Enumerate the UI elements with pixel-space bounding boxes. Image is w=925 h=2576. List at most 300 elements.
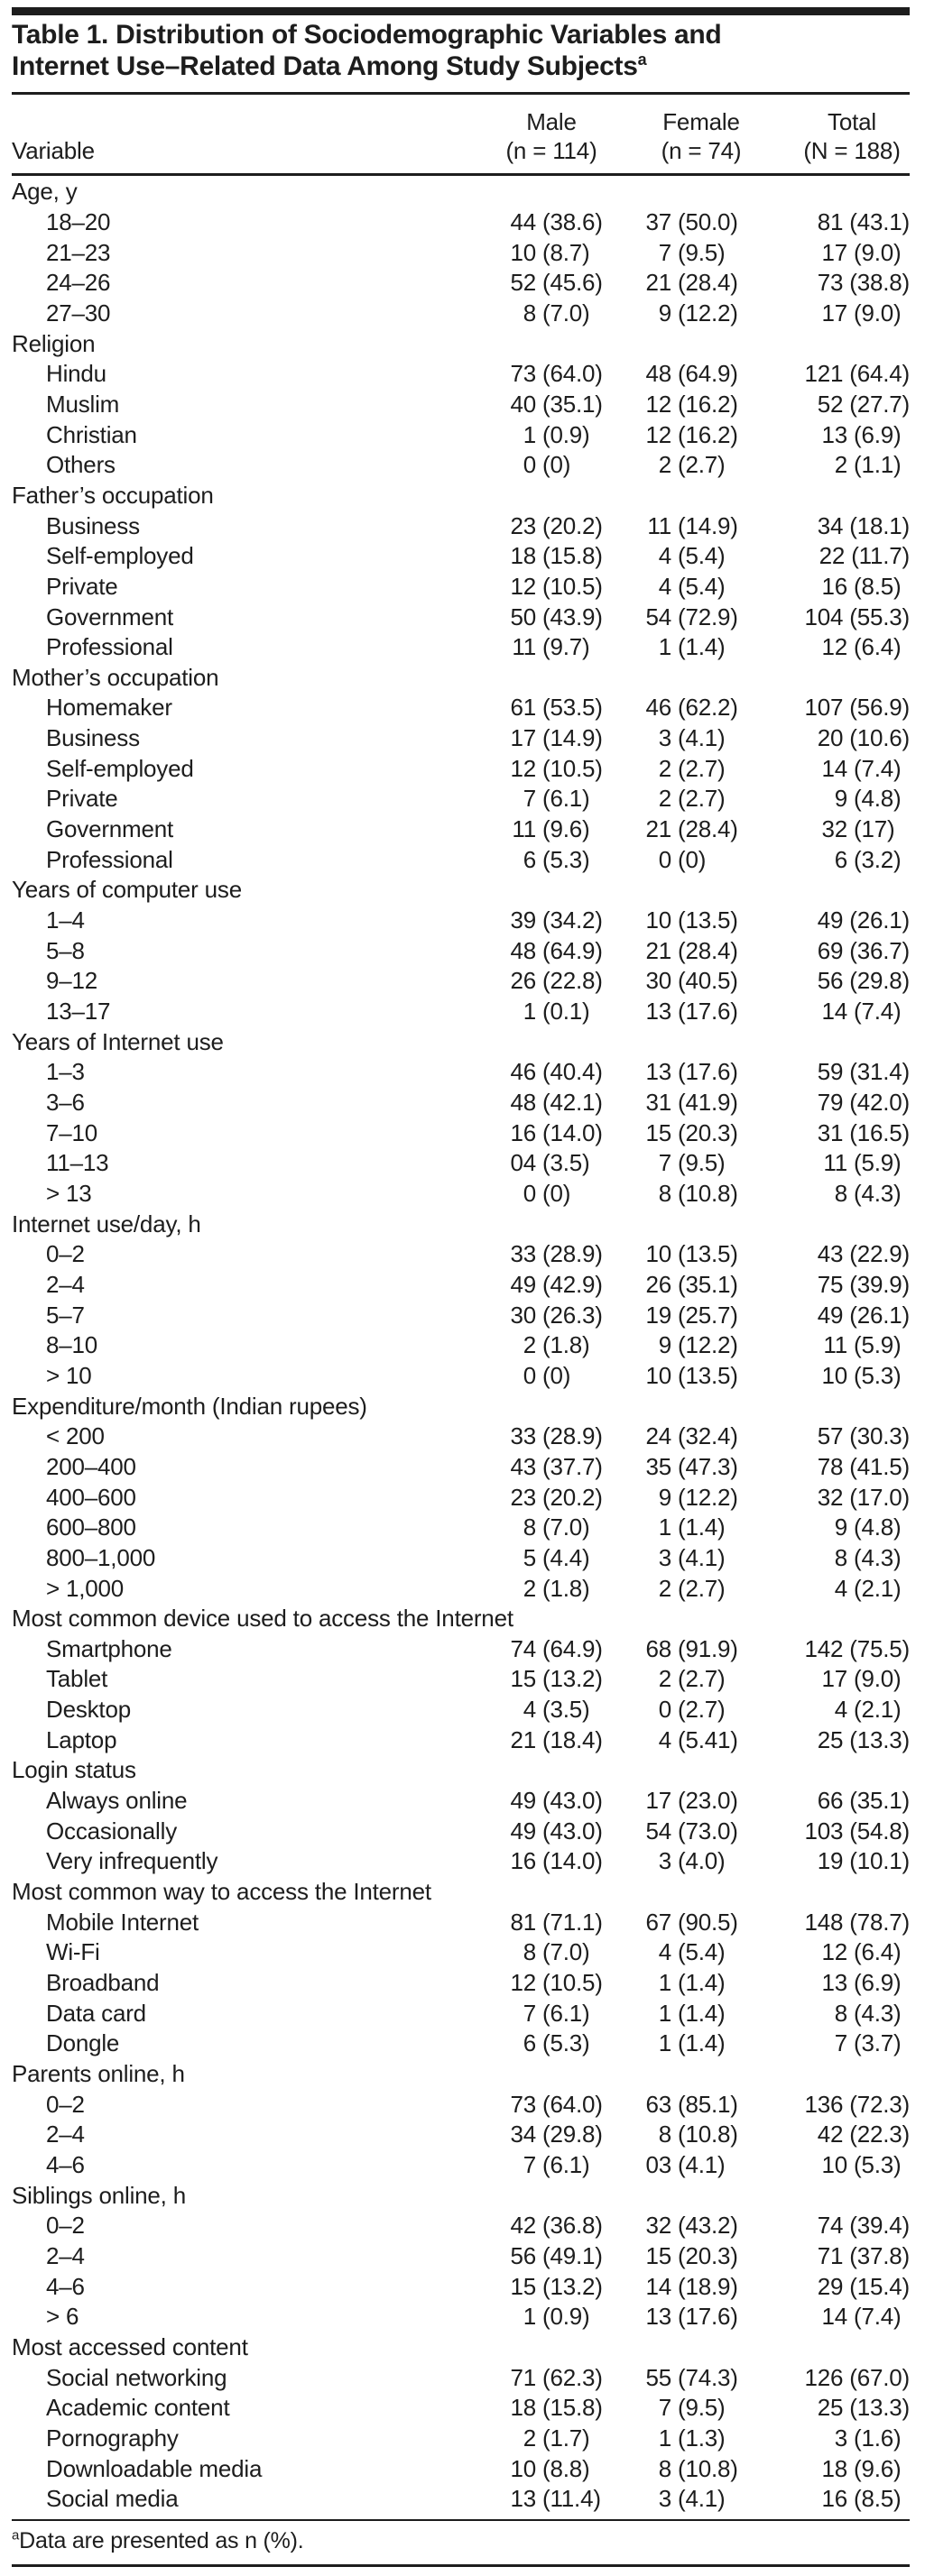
table-row <box>12 1816 910 1846</box>
male-cell-percent: (37.7) <box>542 1452 603 1480</box>
female-cell-count: 15 <box>645 2241 671 2269</box>
male-cell <box>467 1817 612 1845</box>
total-cell-percent: (36.7) <box>849 936 910 964</box>
male-cell <box>467 846 612 874</box>
total-cell-percent: (9.0) <box>854 238 902 266</box>
female-cell-percent: (28.4) <box>678 936 738 964</box>
total-cell-percent: (56.9) <box>849 694 910 722</box>
male-cell-count: 18 <box>510 542 536 570</box>
table-row <box>12 541 910 572</box>
female-cell-percent: (16.2) <box>678 420 738 448</box>
total-cell <box>745 1453 910 1481</box>
female-cell-percent: (2.7) <box>678 1574 726 1602</box>
row-label: 1–4 <box>46 906 85 934</box>
female-cell-percent: (1.3) <box>678 2424 726 2452</box>
female-cell <box>612 1969 745 1997</box>
male-cell <box>467 694 612 722</box>
row-label: Very infrequently <box>46 1847 218 1875</box>
female-cell-percent: (41.9) <box>678 1089 738 1117</box>
total-cell-percent: (4.3) <box>854 1543 902 1571</box>
female-cell-count: 26 <box>645 1270 671 1298</box>
total-cell <box>745 299 910 327</box>
female-cell-count: 2 <box>658 1574 671 1602</box>
column-header-male <box>467 107 612 165</box>
row-label: Hindu <box>46 360 106 388</box>
total-cell-percent: (10.6) <box>849 724 910 752</box>
female-cell <box>612 2091 745 2119</box>
male-cell <box>467 2151 612 2179</box>
male-cell-percent: (13.2) <box>542 1665 603 1693</box>
section-row <box>12 875 910 906</box>
total-cell-count: 71 <box>817 2241 844 2269</box>
table-row <box>12 1634 910 1665</box>
row-label: Homemaker <box>46 694 172 722</box>
male-cell-percent: (0.9) <box>542 420 590 448</box>
total-cell-count: 12 <box>821 633 847 661</box>
female-cell <box>612 1575 745 1603</box>
male-cell-count: 34 <box>510 2121 536 2148</box>
female-cell-percent: (5.41) <box>678 1725 738 1753</box>
total-cell-count: 49 <box>817 1301 844 1329</box>
row-label: 11–13 <box>46 1149 109 1177</box>
male-cell-percent: (6.1) <box>542 1999 590 2027</box>
total-cell-count: 2 <box>834 451 847 479</box>
total-cell <box>745 2273 910 2301</box>
total-cell-percent: (9.0) <box>854 299 902 327</box>
male-cell <box>467 1240 612 1268</box>
male-cell-count: 15 <box>510 2272 536 2300</box>
female-cell-count: 4 <box>658 542 671 570</box>
total-cell-percent: (7.4) <box>854 754 902 782</box>
male-cell-percent: (64.0) <box>542 360 603 388</box>
male-cell-count: 39 <box>510 906 536 934</box>
section-row <box>12 2180 910 2211</box>
total-cell-count: 17 <box>821 299 847 327</box>
female-cell <box>612 1453 745 1481</box>
total-cell <box>745 906 910 934</box>
total-cell-percent: (5.3) <box>854 1361 902 1389</box>
male-cell <box>467 2303 612 2331</box>
table-row <box>12 1148 910 1179</box>
female-cell <box>612 906 745 934</box>
male-cell-percent: (1.7) <box>542 2424 590 2452</box>
male-cell-count: 81 <box>510 1908 536 1936</box>
total-cell-count: 32 <box>821 815 847 843</box>
male-cell <box>467 1544 612 1572</box>
total-cell-percent: (10.1) <box>849 1847 910 1875</box>
table-row <box>12 844 910 875</box>
male-cell-percent: (9.7) <box>542 633 590 661</box>
total-cell-count: 17 <box>821 1665 847 1693</box>
total-cell-percent: (26.1) <box>849 906 910 934</box>
row-label: 4–6 <box>46 2150 85 2178</box>
row-label: Wi-Fi <box>46 1938 100 1966</box>
total-cell-count: 10 <box>821 2150 847 2178</box>
female-cell <box>612 1119 745 1147</box>
male-cell <box>467 269 612 297</box>
male-cell-percent: (71.1) <box>542 1908 603 1936</box>
total-cell <box>745 2151 910 2179</box>
table-row <box>12 1361 910 1392</box>
total-cell <box>745 2212 910 2240</box>
male-cell-percent: (3.5) <box>542 1149 590 1177</box>
female-cell-percent: (17.6) <box>678 2303 738 2331</box>
male-cell <box>467 1484 612 1512</box>
total-cell-percent: (7.4) <box>854 998 902 1026</box>
total-cell <box>745 967 910 995</box>
female-cell <box>612 694 745 722</box>
female-cell-count: 9 <box>658 1483 671 1511</box>
total-cell-count: 13 <box>821 420 847 448</box>
male-cell-count: 7 <box>523 2150 536 2178</box>
total-cell <box>745 2121 910 2148</box>
male-cell-percent: (10.5) <box>542 572 603 600</box>
female-cell-count: 12 <box>645 420 671 448</box>
table-row <box>12 2302 910 2332</box>
column-header-variable: Variable <box>12 137 95 164</box>
female-cell <box>612 2242 745 2270</box>
total-cell-percent: (15.4) <box>849 2272 910 2300</box>
table-row <box>12 1482 910 1513</box>
total-cell <box>745 1058 910 1086</box>
male-cell-percent: (20.2) <box>542 1483 603 1511</box>
male-cell-count: 50 <box>510 603 536 630</box>
table-row <box>12 450 910 481</box>
male-cell-percent: (28.9) <box>542 1422 603 1450</box>
row-label: 200–400 <box>46 1452 136 1480</box>
male-cell-count: 33 <box>510 1240 536 1268</box>
total-cell <box>745 239 910 267</box>
female-cell <box>612 1665 745 1693</box>
male-cell-count: 12 <box>510 754 536 782</box>
row-label: 0–2 <box>46 2090 85 2118</box>
male-cell <box>467 1938 612 1966</box>
male-cell-count: 15 <box>510 1665 536 1693</box>
table-row <box>12 268 910 299</box>
male-cell-percent: (43.9) <box>542 603 603 630</box>
total-cell-count: 8 <box>834 1179 847 1207</box>
female-cell-percent: (10.8) <box>678 2121 738 2148</box>
row-label: 7–10 <box>46 1118 98 1146</box>
male-cell-percent: (26.3) <box>542 1301 603 1329</box>
table-row <box>12 1421 910 1452</box>
row-label: Pornography <box>46 2424 179 2452</box>
female-cell-count: 0 <box>658 1696 671 1724</box>
total-cell-percent: (1.6) <box>854 2424 902 2452</box>
male-cell-count: 1 <box>523 420 536 448</box>
total-cell-percent: (64.4) <box>849 360 910 388</box>
section-row <box>12 1026 910 1057</box>
total-cell <box>745 421 910 449</box>
table-row <box>12 2453 910 2484</box>
male-cell-count: 61 <box>510 694 536 722</box>
total-cell-percent: (41.5) <box>849 1452 910 1480</box>
table-row <box>12 299 910 329</box>
total-cell <box>745 269 910 297</box>
female-cell <box>612 1149 745 1177</box>
total-cell <box>745 2485 910 2513</box>
male-cell <box>467 1362 612 1390</box>
total-cell-count: 148 <box>804 1908 844 1936</box>
table-row <box>12 1725 910 1755</box>
male-cell <box>467 2091 612 2119</box>
female-cell-percent: (1.4) <box>678 2029 726 2057</box>
female-cell <box>612 512 745 540</box>
total-cell <box>745 1180 910 1208</box>
female-cell-count: 48 <box>645 360 671 388</box>
total-cell <box>745 1726 910 1754</box>
section-label: Parents online, h <box>12 2060 185 2088</box>
row-label: 600–800 <box>46 1513 136 1541</box>
total-cell-percent: (4.8) <box>854 785 902 813</box>
female-cell-percent: (73.0) <box>678 1817 738 1845</box>
section-row <box>12 663 910 694</box>
female-cell <box>612 1362 745 1390</box>
table-title-line1: Table 1. Distribution of Sociodemographic Variables and <box>12 20 722 50</box>
table-row <box>12 2029 910 2059</box>
total-cell <box>745 1271 910 1299</box>
female-cell <box>612 846 745 874</box>
table-row <box>12 1300 910 1330</box>
male-cell <box>467 1575 612 1603</box>
female-cell-percent: (10.8) <box>678 2454 738 2482</box>
row-label: 18–20 <box>46 207 111 235</box>
female-cell <box>612 542 745 570</box>
total-cell-percent: (9.6) <box>854 2454 902 2482</box>
total-cell <box>745 1635 910 1663</box>
table-row <box>12 2120 910 2150</box>
male-cell-count: 42 <box>510 2212 536 2240</box>
female-cell-percent: (14.9) <box>678 511 738 539</box>
female-cell <box>612 1422 745 1450</box>
total-cell-count: 20 <box>817 724 844 752</box>
female-cell-count: 10 <box>645 906 671 934</box>
female-cell <box>612 1787 745 1815</box>
male-cell <box>467 1119 612 1147</box>
row-label: 27–30 <box>46 299 111 327</box>
female-cell <box>612 724 745 752</box>
female-cell-count: 55 <box>645 2363 671 2391</box>
male-cell-percent: (34.2) <box>542 906 603 934</box>
female-cell-count: 3 <box>658 1847 671 1875</box>
total-cell-count: 56 <box>817 967 844 995</box>
female-cell-count: 37 <box>645 207 671 235</box>
female-cell-count: 21 <box>645 936 671 964</box>
male-cell-percent: (42.1) <box>542 1089 603 1117</box>
table-row <box>12 693 910 723</box>
male-cell <box>467 2424 612 2452</box>
female-cell <box>612 2485 745 2513</box>
total-cell <box>745 724 910 752</box>
female-cell-count: 1 <box>658 2029 671 2057</box>
male-cell-percent: (40.4) <box>542 1058 603 1086</box>
female-cell-count: 7 <box>658 238 671 266</box>
total-cell <box>745 1362 910 1390</box>
total-cell-count: 14 <box>821 2303 847 2331</box>
female-cell-percent: (13.5) <box>678 906 738 934</box>
table-body <box>12 177 910 2515</box>
table-row <box>12 2241 910 2272</box>
female-cell-percent: (17.6) <box>678 1058 738 1086</box>
column-header-row <box>12 94 910 173</box>
male-cell <box>467 1726 612 1754</box>
total-cell-count: 9 <box>834 785 847 813</box>
total-cell <box>745 998 910 1026</box>
table-row <box>12 2150 910 2181</box>
row-label: Smartphone <box>46 1634 172 1662</box>
male-cell-percent: (29.8) <box>542 2121 603 2148</box>
male-cell-count: 6 <box>523 2029 536 2057</box>
table-row <box>12 723 910 754</box>
total-cell-count: 13 <box>821 1969 847 1997</box>
female-cell-percent: (5.4) <box>678 1938 726 1966</box>
male-cell-count: 49 <box>510 1270 536 1298</box>
section-row <box>12 1755 910 1786</box>
male-cell <box>467 603 612 631</box>
male-cell <box>467 1969 612 1997</box>
female-cell <box>612 2303 745 2331</box>
female-cell <box>612 785 745 813</box>
total-cell <box>745 603 910 631</box>
total-cell-count: 81 <box>817 207 844 235</box>
male-cell-count: 11 <box>512 633 536 661</box>
section-row <box>12 1877 910 1908</box>
female-cell-percent: (4.1) <box>678 1543 726 1571</box>
male-cell <box>467 1847 612 1875</box>
table-row <box>12 632 910 663</box>
female-cell-count: 9 <box>658 299 671 327</box>
male-cell <box>467 755 612 783</box>
total-cell-count: 4 <box>834 1574 847 1602</box>
total-cell <box>745 755 910 783</box>
total-cell <box>745 2424 910 2452</box>
total-cell-percent: (31.4) <box>849 1058 910 1086</box>
table-row <box>12 1998 910 2029</box>
total-cell-percent: (75.5) <box>849 1634 910 1662</box>
total-cell-percent: (27.7) <box>849 390 910 418</box>
total-cell-count: 8 <box>834 1543 847 1571</box>
female-cell-percent: (1.4) <box>678 633 726 661</box>
male-cell-percent: (42.9) <box>542 1270 603 1298</box>
female-cell-count: 3 <box>658 2485 671 2513</box>
female-cell-percent: (62.2) <box>678 694 738 722</box>
total-cell <box>745 1847 910 1875</box>
female-cell <box>612 2394 745 2422</box>
male-cell <box>467 2455 612 2483</box>
section-row <box>12 328 910 359</box>
female-cell-count: 8 <box>658 1179 671 1207</box>
male-cell-percent: (15.8) <box>542 542 603 570</box>
total-cell-count: 78 <box>817 1452 844 1480</box>
row-label: 5–7 <box>46 1301 85 1329</box>
female-cell-count: 10 <box>645 1361 671 1389</box>
total-label: Total <box>828 108 876 135</box>
total-cell <box>745 2455 910 2483</box>
table-row <box>12 572 910 603</box>
total-cell <box>745 451 910 479</box>
male-cell <box>467 815 612 843</box>
male-cell-count: 1 <box>523 998 536 1026</box>
female-cell-count: 46 <box>645 694 671 722</box>
female-cell-percent: (2.7) <box>678 754 726 782</box>
female-cell <box>612 360 745 388</box>
table-row <box>12 1452 910 1483</box>
female-cell-percent: (35.1) <box>678 1270 738 1298</box>
female-cell-percent: (23.0) <box>678 1787 738 1815</box>
total-cell-count: 18 <box>821 2454 847 2482</box>
total-cell-count: 136 <box>804 2090 844 2118</box>
female-cell-percent: (2.7) <box>678 785 726 813</box>
section-label: Years of Internet use <box>12 1027 224 1055</box>
female-cell-count: 24 <box>645 1422 671 1450</box>
total-cell-count: 9 <box>834 1513 847 1541</box>
male-cell-count: 44 <box>510 207 536 235</box>
female-cell-percent: (40.5) <box>678 967 738 995</box>
female-cell-percent: (2.7) <box>678 451 726 479</box>
female-cell <box>612 2364 745 2392</box>
female-cell-count: 3 <box>658 724 671 752</box>
table-row <box>12 2211 910 2241</box>
table-row <box>12 1664 910 1695</box>
section-row <box>12 2332 910 2363</box>
female-cell <box>612 2000 745 2028</box>
total-cell-percent: (18.1) <box>849 511 910 539</box>
female-cell-percent: (90.5) <box>678 1908 738 1936</box>
male-cell-percent: (14.0) <box>542 1847 603 1875</box>
row-label: 2–4 <box>46 2241 85 2269</box>
total-cell-count: 16 <box>821 572 847 600</box>
row-label: > 13 <box>46 1179 92 1207</box>
table-row <box>12 1239 910 1270</box>
male-cell <box>467 1635 612 1663</box>
total-cell <box>745 1089 910 1117</box>
table-row <box>12 997 910 1027</box>
total-cell-count: 75 <box>817 1270 844 1298</box>
table-row <box>12 1543 910 1574</box>
male-cell-count: 10 <box>510 2454 536 2482</box>
male-cell-count: 73 <box>510 2090 536 2118</box>
male-cell-count: 1 <box>523 2303 536 2331</box>
total-cell-percent: (5.9) <box>854 1149 902 1177</box>
table-row <box>12 237 910 268</box>
male-cell-count: 33 <box>510 1422 536 1450</box>
total-cell-count: 6 <box>834 845 847 873</box>
female-cell-percent: (2.7) <box>678 1696 726 1724</box>
total-cell-count: 52 <box>817 390 844 418</box>
male-cell <box>467 1787 612 1815</box>
total-cell-percent: (72.3) <box>849 2090 910 2118</box>
male-cell <box>467 1302 612 1329</box>
female-cell <box>612 1817 745 1845</box>
total-cell <box>745 937 910 965</box>
row-label: 1–3 <box>46 1058 85 1086</box>
total-cell-percent: (7.4) <box>854 2303 902 2331</box>
total-cell-count: 142 <box>804 1634 844 1662</box>
table-row <box>12 814 910 845</box>
female-cell <box>612 1302 745 1329</box>
female-cell-percent: (18.9) <box>678 2272 738 2300</box>
total-cell-count: 7 <box>834 2029 847 2057</box>
female-label: Female <box>662 108 740 135</box>
table-row <box>12 390 910 420</box>
row-label: Private <box>46 785 118 813</box>
total-cell <box>745 2303 910 2331</box>
total-cell-count: 107 <box>804 694 844 722</box>
row-label: Mobile Internet <box>46 1908 199 1936</box>
total-cell-percent: (22.3) <box>849 2121 910 2148</box>
female-cell <box>612 1847 745 1875</box>
male-cell-percent: (10.5) <box>542 754 603 782</box>
